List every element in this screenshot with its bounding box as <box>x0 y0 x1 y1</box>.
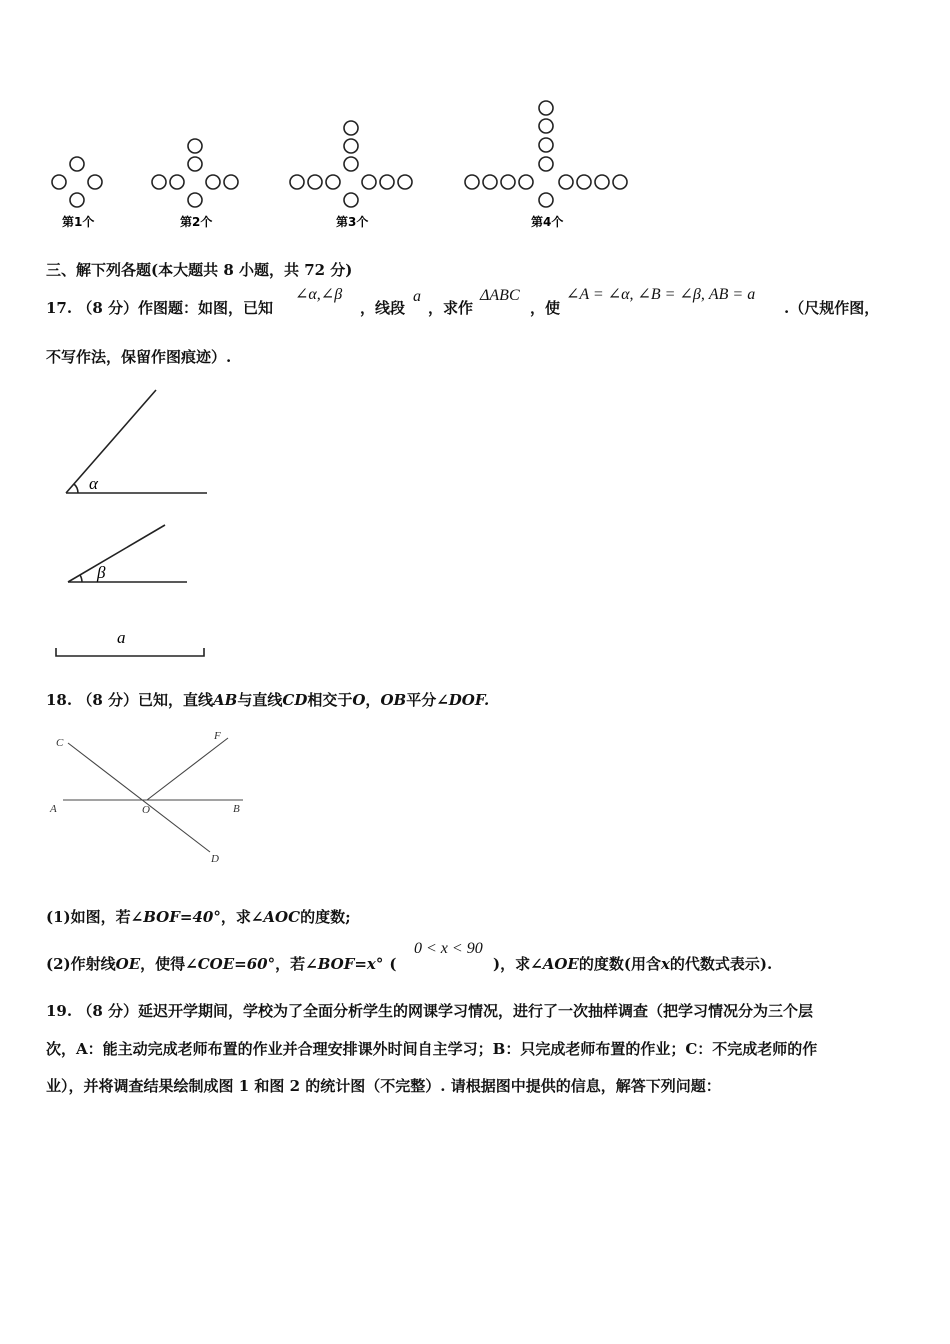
q17-text-2: ，线段 <box>360 299 406 317</box>
q17-math-triangle: ΔABC <box>480 287 520 304</box>
q17-math-segment: a <box>413 288 421 305</box>
pattern-label-2: 第2个 <box>180 215 213 229</box>
q18-cd: CD <box>282 691 308 709</box>
q18-ab: AB <box>213 691 238 709</box>
beta-label: β <box>97 563 106 582</box>
q18-number: 18. <box>46 691 73 709</box>
pattern-label-4: 第4个 <box>531 215 564 229</box>
point-b-label: B <box>233 803 240 815</box>
q17-math-conditions: ∠A = ∠α, ∠B = ∠β, AB = a <box>566 286 756 303</box>
q18-o: O <box>352 691 366 709</box>
q17-number: 17. <box>46 299 73 317</box>
q18-p1-text-2: ，求 <box>220 908 251 926</box>
q18-part2 <box>46 954 397 974</box>
q18-p1-text-3: 的度数; <box>300 908 351 926</box>
q18-text-1: 已知，直线 <box>138 691 214 709</box>
q18-p2-angle2: ∠BOF=x° <box>305 955 384 973</box>
q18-figure <box>45 725 255 870</box>
q18-p2-text-3: ，若 <box>275 955 306 973</box>
beta-arc <box>80 575 82 582</box>
q18-part2-tail <box>493 954 772 974</box>
q18-text-5: 平分 <box>406 691 437 709</box>
q18-ob: OB <box>380 691 407 709</box>
q18-text-3: 相交于 <box>307 691 353 709</box>
q18-p2-range: 0 < x < 90 <box>414 940 483 957</box>
ray-of <box>147 738 228 800</box>
q18-p2-text-4: ，求 <box>500 955 531 973</box>
q18-p2-angle3: ∠AOE <box>530 955 579 973</box>
q18-score: （8 分） <box>77 691 139 709</box>
pattern-label-1: 第1个 <box>62 215 95 229</box>
point-d-label: D <box>211 853 219 865</box>
q18-p1-text-1: (1)如图，若 <box>46 908 131 926</box>
section-heading: 三、解下列各题(本大题共 8 小题，共 72 分) <box>46 261 353 279</box>
pattern-2 <box>152 139 238 207</box>
pattern-label-3: 第3个 <box>336 215 369 229</box>
point-a-label: A <box>50 803 57 815</box>
q17-score: （8 分） <box>77 299 139 317</box>
line-cd <box>68 743 210 852</box>
point-c-label: C <box>56 737 64 749</box>
alpha-label: α <box>89 474 98 493</box>
q18-p2-text-6: 的代数式表示). <box>669 955 773 973</box>
alpha-ray-1 <box>66 390 156 493</box>
q18-p2-text-1: (2)作射线 <box>46 955 116 973</box>
q18-dof: ∠DOF. <box>436 691 490 709</box>
pattern-3 <box>290 121 412 207</box>
q19-line3: 业），并将调查结果绘制成图 1 和图 2 的统计图（不完整）. 请根据图中提供的信息，解答下列问题： <box>46 1077 721 1095</box>
circle-pattern-figure <box>40 92 650 242</box>
q19-line2: 次，A：能主动完成老师布置的作业并合理安排课外时间自主学习；B：只完成老师布置的作业；C：不完成老师的作 <box>46 1040 818 1058</box>
pattern-1 <box>52 157 102 207</box>
q18-p2-text-5: 的度数(用含 <box>578 955 661 973</box>
alpha-arc <box>74 484 78 493</box>
q19-line1: 19. （8 分）延迟开学期间，学校为了全面分析学生的网课学习情况，进行了一次抽样调查（把学习情况分为三个层 <box>46 1002 813 1020</box>
q17-text-4: ，使 <box>530 299 561 317</box>
q18-p2-text-2: ，使得 <box>140 955 186 973</box>
q17-text-3: ，求作 <box>428 299 474 317</box>
q17-line1 <box>46 298 273 318</box>
beta-ray-1 <box>68 525 165 582</box>
q18-text-4: ， <box>365 691 381 709</box>
q17-figure <box>50 385 220 665</box>
q17-text-5: .（尺规作图， <box>784 299 880 317</box>
point-o-label: O <box>142 804 150 816</box>
q18-p2-paren-open: ( <box>389 955 397 973</box>
q17-math-angles: ∠α,∠β <box>295 286 343 303</box>
segment-a <box>56 648 204 656</box>
pattern-4 <box>465 101 627 207</box>
q18-p2-oe: OE <box>115 955 141 973</box>
q18-p1-angle: ∠BOF=40° <box>130 908 221 926</box>
q18-p2-x: x <box>660 955 670 973</box>
q17-text-1: 作图题：如图，已知 <box>138 299 274 317</box>
q18-p2-angle: ∠COE=60° <box>185 955 276 973</box>
q18-text-2: 与直线 <box>237 691 283 709</box>
q18-p2-paren-close: ) <box>493 955 501 973</box>
q18-part1 <box>46 907 351 927</box>
segment-a-label: a <box>117 628 126 647</box>
q17-line2: 不写作法，保留作图痕迹）. <box>46 348 232 366</box>
point-f-label: F <box>214 730 221 742</box>
q18-line1 <box>46 690 489 710</box>
q18-p1-angle2: ∠AOC <box>250 908 301 926</box>
